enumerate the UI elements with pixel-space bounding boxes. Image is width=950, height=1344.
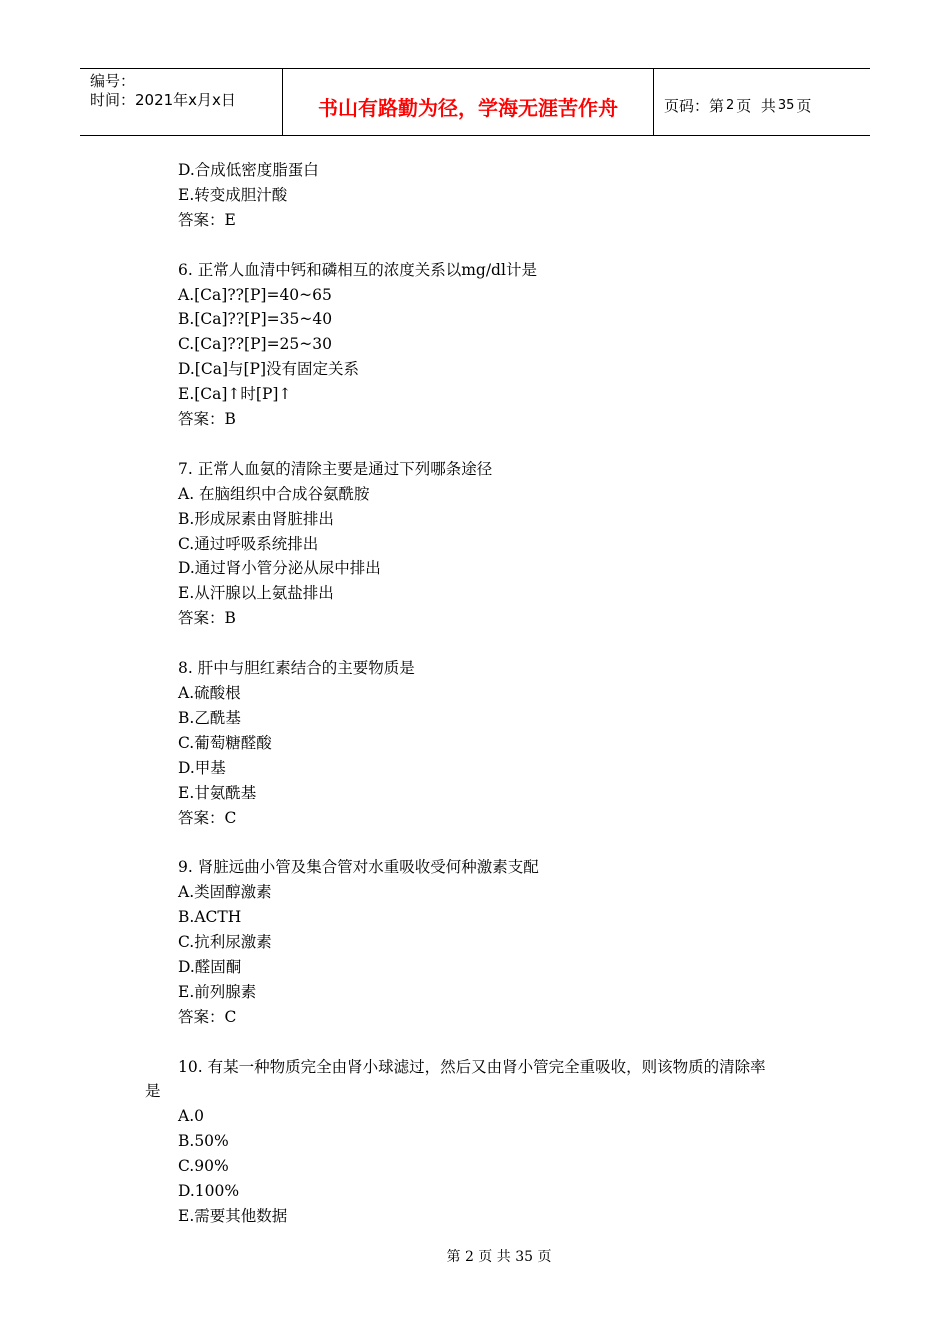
q9-option-c: C.抗利尿激素 [178,933,272,952]
header-page-prefix: 页码：第 [664,96,725,115]
q9-stem: 9. 肾脏远曲小管及集合管对水重吸收受何种激素支配 [178,858,539,877]
q8-stem: 8. 肝中与胆红素结合的主要物质是 [178,659,415,678]
q7-option-d: D.通过肾小管分泌从尿中排出 [178,559,381,578]
q5-option-e: E.转变成胆汁酸 [178,185,288,204]
header-page-mid: 页 共 [736,96,776,115]
q6-option-e: E.[Ca]↑时[P]↑ [178,385,292,404]
q6-option-c: C.[Ca]??[P]=25~30 [178,335,332,354]
q9-option-b: B.ACTH [178,908,242,927]
q7-stem: 7. 正常人血氨的清除主要是通过下列哪条途径 [178,459,493,478]
q8-option-a: A.硫酸根 [178,683,241,702]
q8-option-e: E.甘氨酰基 [178,783,257,802]
q9-option-a: A.类固醇激素 [178,883,272,902]
header-id-label: 编号： [90,72,136,90]
header-meta [80,69,282,135]
q7-answer: 答案：B [178,609,236,628]
q9-answer: 答案：C [178,1007,237,1026]
q8-answer: 答案：C [178,808,237,827]
header-time-label: 时间：2021年x月x日 [90,91,236,109]
q5-answer: 答案：E [178,210,236,229]
header-motto: 书山有路勤为径，学海无涯苦作舟 [282,69,654,135]
page-footer: 第 2 页 共 35 页 [446,1249,552,1265]
q6-answer: 答案：B [178,410,236,429]
q10-option-e: E.需要其他数据 [178,1206,288,1225]
q8-option-d: D.甲基 [178,758,226,777]
q6-stem: 6. 正常人血清中钙和磷相互的浓度关系以mg/dl计是 [178,260,537,279]
q7-option-e: E.从汗腺以上氨盐排出 [178,584,334,603]
q10-option-c: C.90% [178,1157,229,1176]
q7-option-b: B.形成尿素由肾脏排出 [178,509,334,528]
q6-option-d: D.[Ca]与[P]没有固定关系 [178,360,360,379]
q10-option-a: A.0 [178,1107,204,1126]
q5-option-d: D.合成低密度脂蛋白 [178,161,319,179]
q9-option-e: E.前列腺素 [178,982,257,1001]
q7-option-c: C.通过呼吸系统排出 [178,534,319,553]
q6-option-b: B.[Ca]??[P]=35~40 [178,310,333,329]
q7-option-a: A. 在脑组织中合成谷氨酰胺 [178,484,370,503]
question-content [0,158,950,1229]
q8-option-b: B.乙酰基 [178,708,241,727]
q9-option-d: D.醛固酮 [178,957,242,976]
header-page-number [654,69,870,135]
header-page-total: 35 [777,97,795,113]
header-page-current: 2 [726,97,735,113]
q10-option-d: D.100% [178,1182,240,1201]
q10-stem-line1: 10. 有某一种物质完全由肾小球滤过，然后又由肾小管完全重吸收，则该物质的清除率 [178,1057,766,1076]
q10-option-b: B.50% [178,1132,229,1151]
q6-option-a: A.[Ca]??[P]=40~65 [178,285,332,304]
header-page-suffix: 页 [796,96,812,115]
page-header [80,68,870,136]
q8-option-c: C.葡萄糖醛酸 [178,733,272,752]
q10-stem-line2: 是 [145,1082,161,1101]
